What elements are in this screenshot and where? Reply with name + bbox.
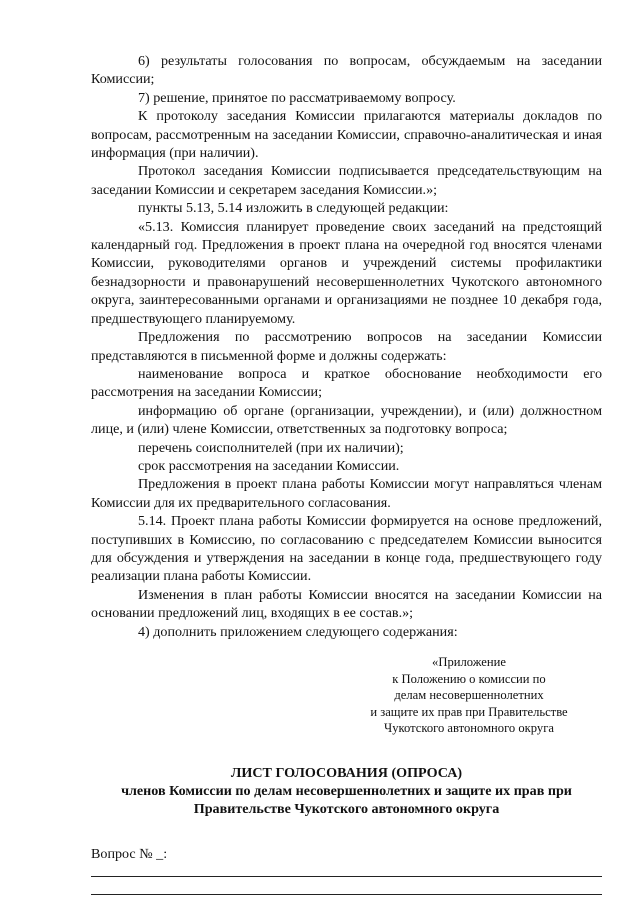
document-title [91, 764, 602, 818]
paragraph: 5.14. Проект плана работы Комиссии формируется на основе предложений, поступивших в Комиссию, по согласованию с председателем Комиссии выносится для обсуждения и утверждения на заседании в конце года, предшествующего году реализации плана работы Комиссии. [91, 513, 602, 585]
paragraph: «5.13. Комиссия планирует проведение своих заседаний на предстоящий календарный год. Предложения в проект плана на очередной год вносятся членами Комиссии, руководителями органов и учреждений системы профилактики безнадзорности и правонарушений несовершеннолетних Чукотского автономного округа, заинтересованными органами и организациями не позднее 10 декабря года, предшествующего планируемому. [91, 218, 602, 327]
paragraph: Протокол заседания Комиссии подписывается председательствующим на заседании Комиссии и секретарем заседания Комиссии.»; [91, 163, 602, 198]
paragraph: пункты 5.13, 5.14 изложить в следующей редакции: [138, 200, 449, 217]
paragraph: срок рассмотрения на заседании Комиссии. [138, 457, 400, 474]
paragraph: перечень соисполнителей (при их наличии); [138, 439, 404, 456]
title-line: членов Комиссии по делам несовершеннолетних и защите их прав при [121, 782, 572, 799]
paragraph: 4) дополнить приложением следующего содержания: [138, 623, 458, 640]
title-line: ЛИСТ ГОЛОСОВАНИЯ (ОПРОСА) [230, 764, 463, 781]
answer-line [91, 894, 602, 895]
paragraph: 7) решение, принятое по рассматриваемому вопросу. [138, 89, 456, 106]
answer-line [91, 876, 602, 877]
appendix-line: делам несовершеннолетних [394, 688, 544, 703]
appendix-line: Чукотского автономного округа [384, 721, 554, 736]
appendix-line: к Положению о комиссии по [392, 671, 546, 686]
title-line: Правительстве Чукотского автономного округа [193, 800, 500, 817]
paragraph: Изменения в план работы Комиссии вносятся на заседании Комиссии на основании предложений лиц, входящих в ее состав.»; [91, 586, 602, 622]
appendix-line: «Приложение [432, 655, 506, 669]
paragraph: Предложения по рассмотрению вопросов на заседании Комиссии представляются в письменной форме и должны содержать: [91, 329, 602, 364]
paragraph: наименование вопроса и краткое обоснование необходимости его рассмотрения на заседании Комиссии; [91, 365, 602, 401]
paragraph: 6) результаты голосования по вопросам, обсуждаемым на заседании Комиссии; [91, 53, 602, 88]
paragraph: информацию об органе (организации, учреждении), и (или) должностном лице, и (или) члене Комиссии, ответственных за подготовку вопроса; [91, 402, 602, 438]
paragraph: К протоколу заседания Комиссии прилагаются материалы докладов по вопросам, рассмотренным на заседании Комиссии, справочно-аналитическая и иная информация (при наличии). [91, 108, 602, 162]
paragraph: Предложения в проект плана работы Комиссии могут направляться членам Комиссии для их предварительного согласования. [91, 476, 602, 511]
question-label: Вопрос № _: [91, 845, 168, 862]
appendix-line: и защите их прав при Правительстве [370, 704, 568, 719]
appendix-header [91, 654, 602, 737]
